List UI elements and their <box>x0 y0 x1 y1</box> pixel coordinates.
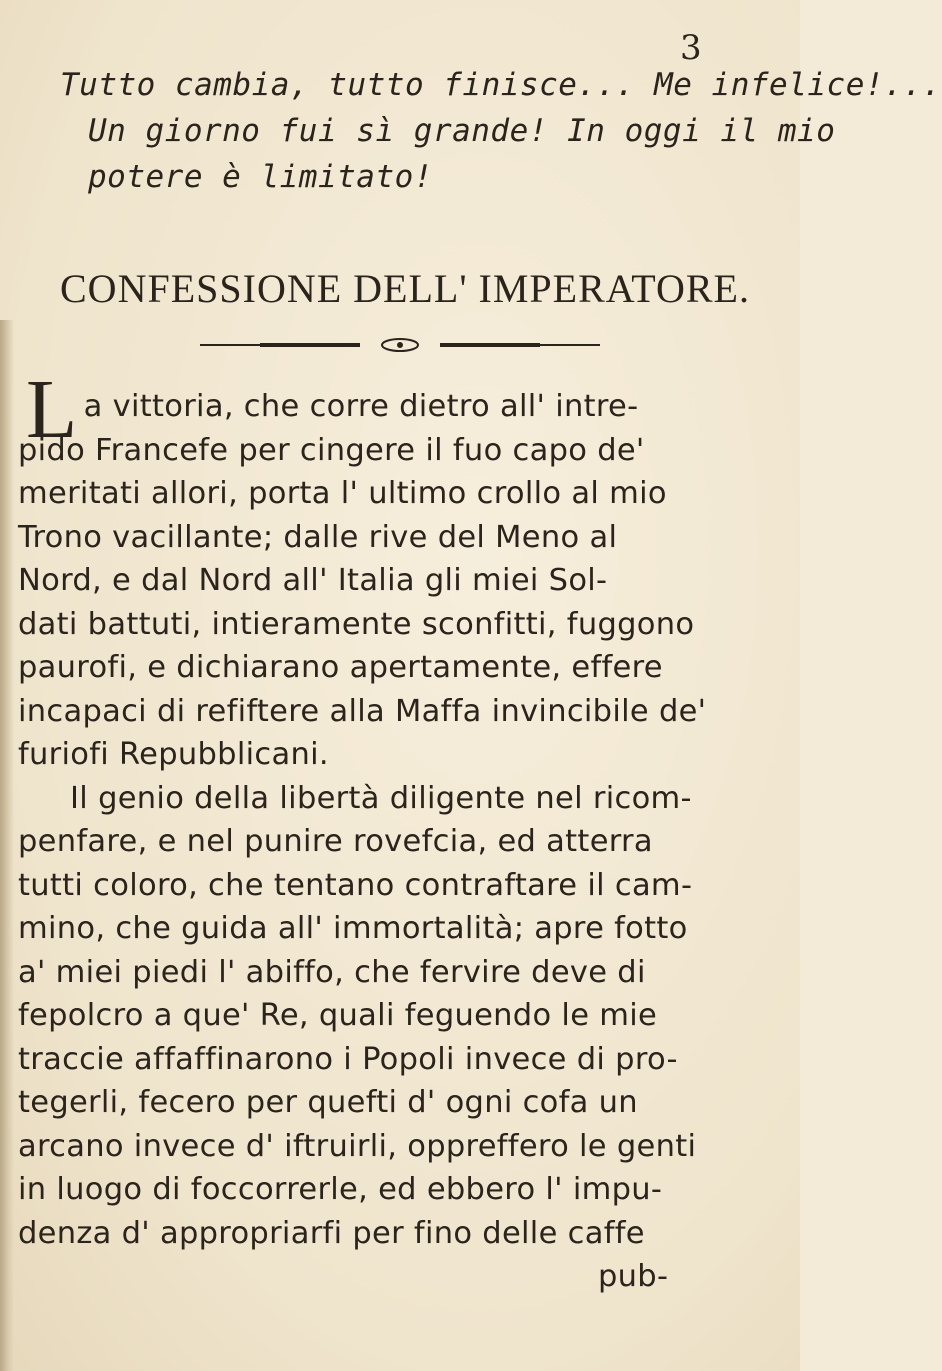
text-line: fepolcro a que' Re, quali feguendo le mie <box>18 998 658 1033</box>
body-text <box>18 363 788 1299</box>
catchword: pub- <box>598 1259 669 1294</box>
text-line: traccie affaffinarono i Popoli invece di pro- <box>18 1041 678 1077</box>
text-line: penfare, e nel punire rovefcia, ed atterra <box>18 824 653 859</box>
epigraph <box>60 62 942 200</box>
text-line: Trono vacillante; dalle rive del Meno al <box>18 519 618 555</box>
text-line: denza d' appropriarfi per fino delle caffe <box>18 1215 645 1251</box>
text-line: tegerli, fecero per quefti d' ogni cofa un <box>18 1085 638 1120</box>
text-line: Nord, e dal Nord all' Italia gli miei Sol- <box>18 563 608 598</box>
text-line: Il genio della libertà diligente nel ricom- <box>70 780 692 816</box>
text-line: in luogo di foccorrerle, ed ebbero l' impu- <box>18 1172 663 1207</box>
text-line: tutti coloro, che tentano contraftare il cam- <box>18 867 693 903</box>
text-line: pido Francefe per cingere il fuo capo de' <box>18 432 645 468</box>
page-binding-edge <box>0 320 14 1371</box>
text-line: a' miei piedi l' abiffo, che fervire deve di <box>18 954 646 990</box>
text-line: arcano invece d' iftruirli, oppreffero le genti <box>18 1128 697 1164</box>
drop-cap: L <box>26 363 78 456</box>
chapter-title: CONFESSIONE DELL' IMPERATORE. <box>60 266 750 311</box>
ornamental-rule <box>200 335 600 355</box>
text-line: meritati allori, porta l' ultimo crollo al mio <box>18 476 667 511</box>
text-line: dati battuti, intieramente sconfitti, fuggono <box>18 606 695 642</box>
text-line: paurofi, e dichiarano apertamente, effere <box>18 650 663 685</box>
text-line: mino, che guida all' immortalità; apre fotto <box>18 911 688 946</box>
epigraph-line: Tutto cambia, tutto finisce... Me infelice!... <box>60 67 942 103</box>
text-line: furiofi Repubblicani. <box>18 737 329 772</box>
epigraph-line: potere è limitato! <box>88 159 433 195</box>
page-number: 3 <box>680 28 702 68</box>
text-line-content: a vittoria, che corre dietro all' intre- <box>83 389 639 424</box>
text-line: incapaci di refiftere alla Maffa invincibile de' <box>18 693 707 729</box>
epigraph-line: Un giorno fui sì grande! In oggi il mio <box>88 113 836 149</box>
